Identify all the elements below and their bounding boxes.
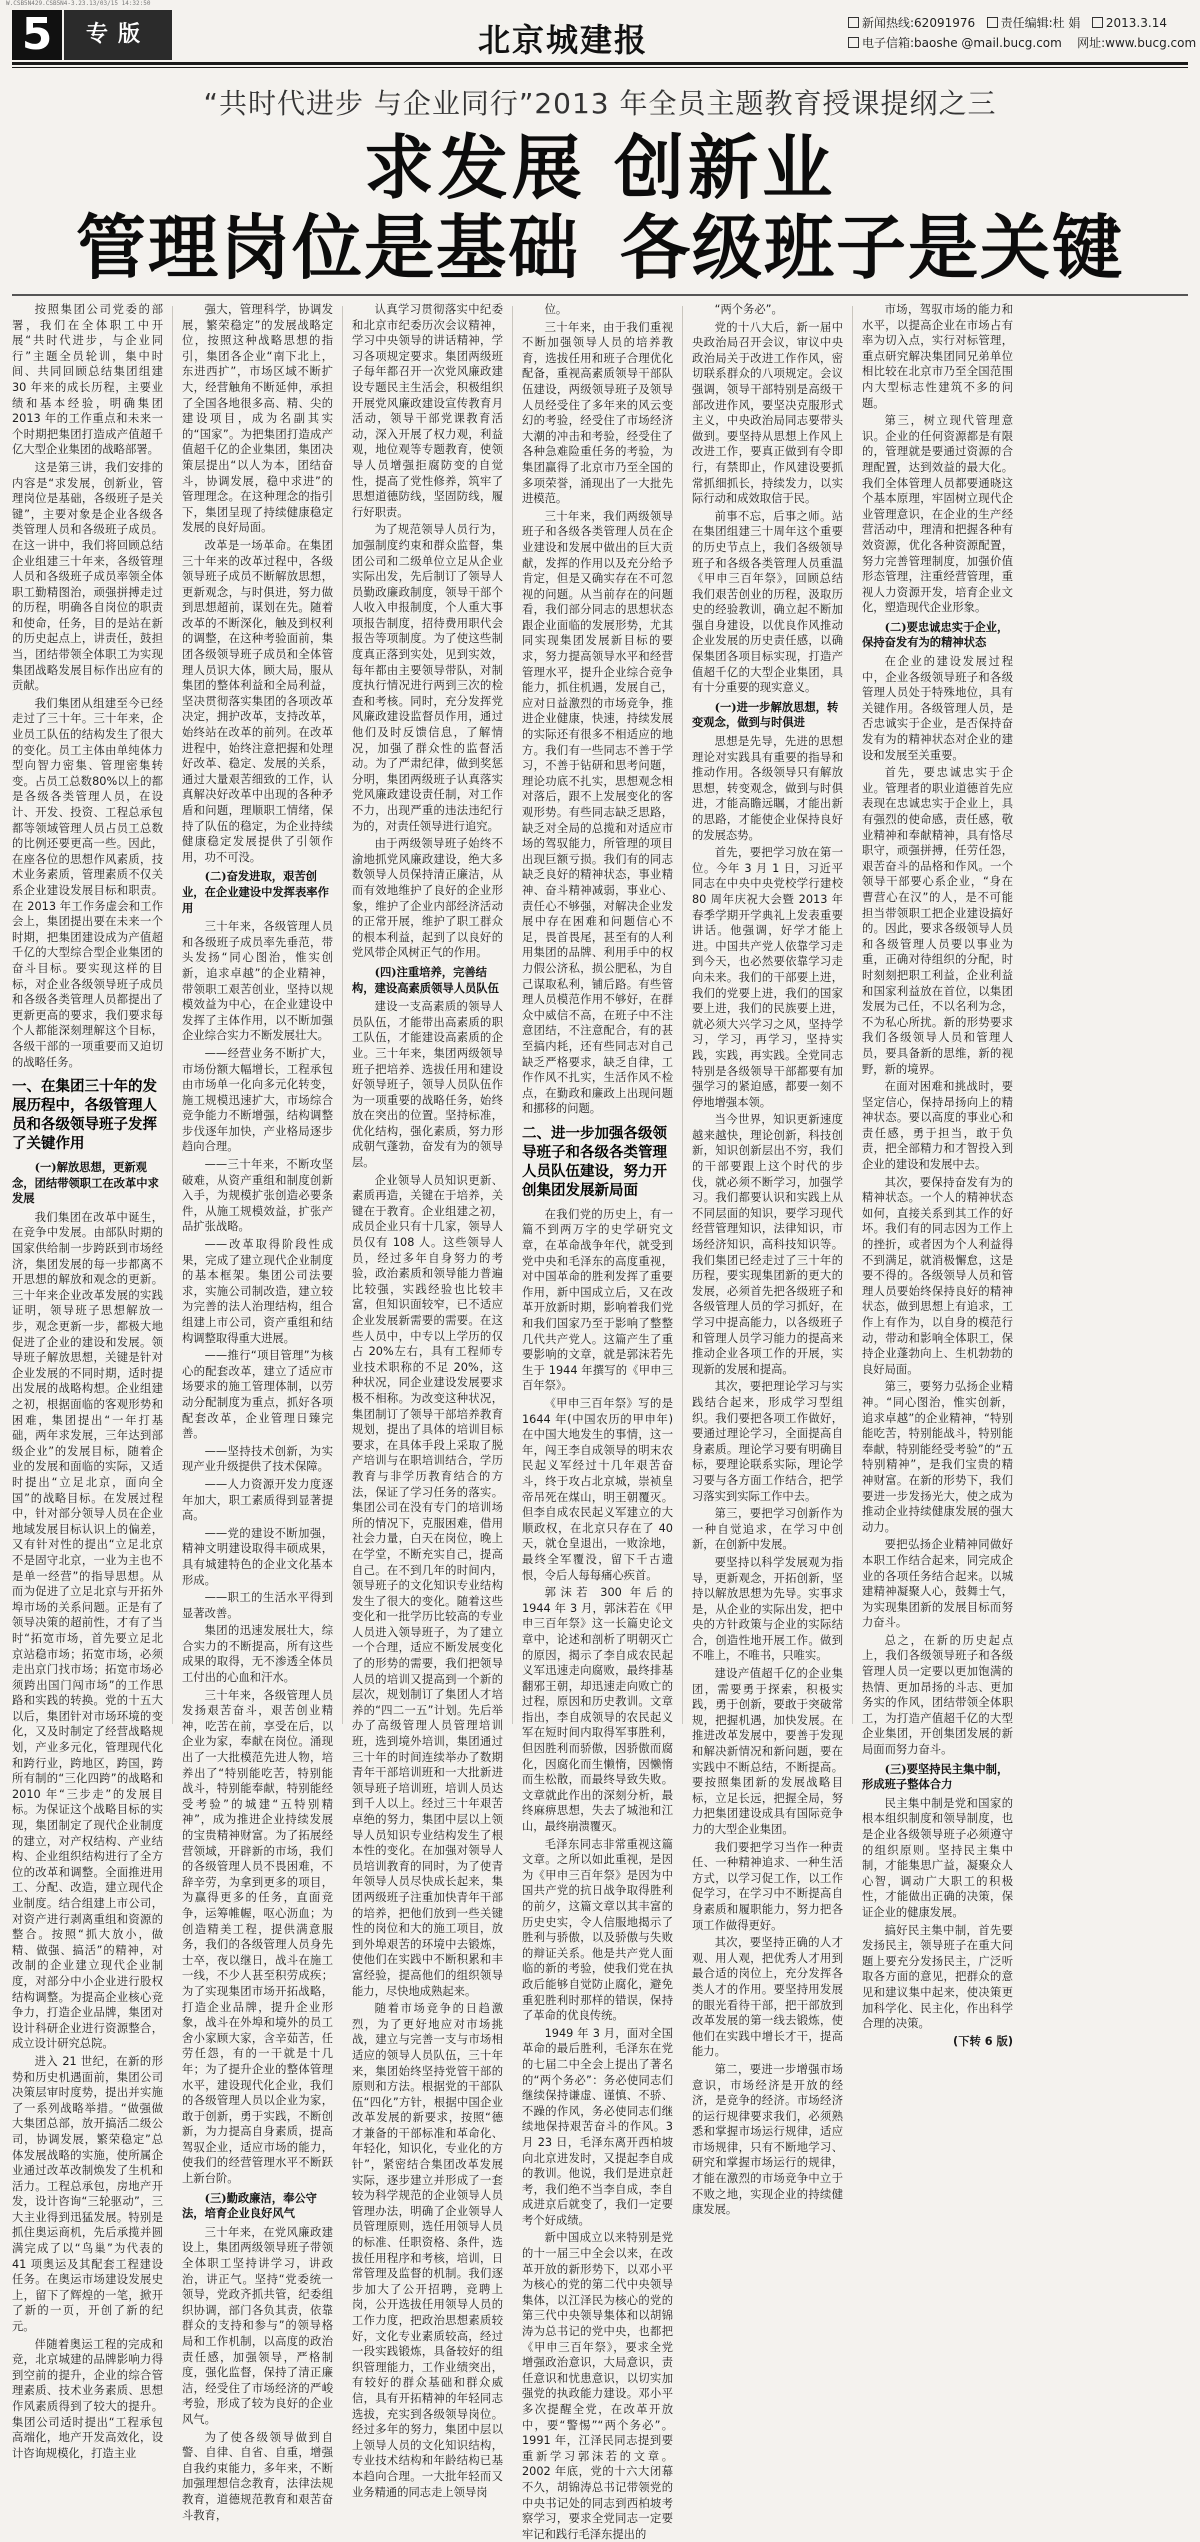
paragraph: 为了使各级领导做到自警、自律、自省、自重，增强自我约束能力，多年来，不断加强理想信念教育，法律法规教育，道德规范教育和艰苦奋斗教育，: [182, 2430, 333, 2522]
paragraph: ——经营业务不断扩大，市场份额大幅增长，工程承包由市场单一化向多元化转变，施工规模迅速扩大，市场综合竞争能力不断增强，结构调整步伐逐年加快，产业格局逐步趋向合理。: [182, 1046, 333, 1154]
paragraph: 集团的迅速发展壮大，综合实力的不断提高，所有这些成果的取得，无不渗透全体员工付出的心血和汗水。: [182, 1624, 333, 1685]
paragraph: 建设一支高素质的领导人员队伍，才能带出高素质的职工队伍，才能建设高素质的企业。三十年来，集团两级领导班子把培养、选拔任用和建设好领导班子，领导人员队伍作为一项重要的战略任务，始终放在突出的位置。坚持标准，优化结构，强化素质，努力形成朝气蓬勃，奋发有为的领导层。: [352, 1000, 503, 1170]
paragraph: 按照集团公司党委的部署，我们在全体职工中开展“共时代进步，与企业同行”主题全员轮训，集中时间、共同回顾总结集团组建 30 年来的成长历程，主要业绩和基本经验，明确集团 2013 年的工作重点和未来一个时期把集团打造成产值超千亿大型企业集团的战略部署。: [12, 303, 163, 457]
headline-kicker: “共时代进步 与企业同行”2013 年全员主题教育授课提纲之三: [203, 87, 997, 120]
paragraph: 在面对困难和挑战时，要坚定信心，保持昂扬向上的精神状态。要以高度的事业心和责任感，勇于担当，敢于负责，把全部精力和才智投入到企业的建设和发展中去。: [862, 1080, 1013, 1172]
paragraph: ——党的建设不断加强，精神文明建设取得丰硕成果，具有城建特色的企业文化基本形成。: [182, 1526, 333, 1587]
paragraph: 毛泽东同志非常重视这篇文章。之所以如此重视，是因为《甲申三百年祭》是因为中国共产党的抗日战争取得胜利的前夕，这篇文章以其丰富的历史史实，令人信服地揭示了胜利与骄傲，以及骄傲与失败的辩证关系。他是共产党人面临的新的考验，使我们党在执政后能够自觉防止腐化，避免重犯胜利时那样的错误，保持了革命的优良传统。: [522, 1837, 673, 2023]
paragraph: 第二，要进一步增强市场意识，市场经济是开放的经济，是竞争的经济。市场经济的运行规律要求我们，必须熟悉和掌握市场运行规律，适应市场规律，只有不断地学习、研究和掌握市场运行的规律，才能在激烈的市场竞争中立于不败之地，实现企业的持续健康发展。: [692, 2062, 843, 2217]
paragraph: ——坚持技术创新，为实现产业升级提供了技术保障。: [182, 1444, 333, 1474]
continued-note: (下转 6 版): [953, 2034, 1013, 2048]
paragraph: ——三十年来，不断攻坚破难，从资产重组和制度创新入手，为规模扩张创造必要条件，从施工规模效益，扩张产品扩张战略。: [182, 1158, 333, 1234]
section-name: 专版: [64, 10, 172, 60]
paragraph: “两个务必”。: [714, 303, 783, 316]
headline-main: 求发展 创新业: [363, 127, 837, 209]
headline-sub: [0, 207, 1200, 289]
paragraph: ——人力资源开发力度逐年加大，职工素质得到显著提高。: [182, 1477, 333, 1523]
page-number: 5: [12, 10, 62, 60]
paragraph: 这是第三讲，我们安排的内容是“求发展，创新业，管理岗位是基础，各级班子是关键”，主要对象是企业各级各类管理人员和各级班子成员。在这一讲中，我们将回顾总结企业组建三十年来，各级管理人员和各级班子成员率领全体职工勤精图治，顽强拼搏走过的历程，明确各自岗位的职责和使命，任务，目的是站在新的历史起点上，讲责任，鼓担当，团结带领全体职工为实现集团战略发展目标作出应有的贡献。: [12, 460, 163, 693]
masthead-rule: [12, 62, 1188, 65]
issue-date: 2013.3.14: [1105, 16, 1167, 30]
paragraph: 三十年来，我们两级领导班子和各级各类管理人员在企业建设和发展中做出的巨大贡献，发挥的作用以及充分给予肯定，但是又确实存在不可忽视的问题。从当前存在的问题看，我们部分同志的思想状态跟企业面临的发展形势，尤其同实现集团发展新目标的要求，努力提高领导水平和经营管理水平，提升企业综合竞争能力，抓住机遇，发展自己，应对日益激烈的市场竞争，推进企业健康，快速，持续发展的实际还有很多不相适应的地方。我们有一些同志不善于学习，不善于钻研和思考问题，理论功底不扎实，思想观念相对落后，跟不上发展变化的客观形势。有些同志缺乏思路，缺乏对全局的总揽和对适应市场的驾驭能力，所管理的项目出现巨额亏损。我们有的同志缺乏良好的精神状态，事业精神、奋斗精神减弱，事业心、责任心不够强，对解决企业发展中存在困难和问题信心不足，畏首畏尾，甚至有的人利用集团的品牌、利用手中的权力假公济私，损公肥私，为自己谋取私利，铺后路。有些管理人员模范作用不够好，在群众中威信不高，在班子中不注意团结，不注意配合，有的甚至搞内耗，还有些同志对自己缺乏严格要求，缺乏自律，工作作风不扎实，生活作风不检点，在勤政和廉政上出现问题和挪移的问题。: [522, 509, 673, 1116]
paragraph: 搞好民主集中制，首先要发扬民主，领导班子在重大问题上要充分发扬民主，广泛听取各方面的意见，把群众的意见和建议集中起来，使决策更加科学化、民主化，作出科学合理的决策。: [862, 1923, 1013, 2031]
article-body: [12, 302, 1192, 2541]
paragraph: 三十年来，各级管理人员发扬艰苦奋斗，艰苦创业精神，吃苦在前，享受在后，以企业为家，奉献在岗位。涌现出了一大批模范先进人物，培养出了“特别能吃苦，特别能战斗，特别能奉献，特别能经受考验”的城建“五特别精神”，成为推进企业持续发展的宝贵精神财富。为了拓展经营领域，开辟新的市场，我们的各级管理人员不畏困难，不辞辛劳，为拿到更多的项目，为赢得更多的任务，直面竞争，运筹帷幄，呕心沥血；为创造精美工程，提供满意服务，我们的各级管理人员身先士卒，夜以继日，战斗在施工一线，不少人甚至积劳成疾；为了实现集团市场开拓战略，打造企业品牌，提升企业形象，战斗在外埠和境外的员工舍小家顾大家，含辛茹苦，任劳任怨，有的一干就是十几年；为了提升企业的整体管理水平，建设现代化企业，我们的各级管理人员以企业为家，敢于创新，勇于实践，不断创新，为力提高自身素质，提高驾驭企业，适应市场的能力，使我们的经营管理水平不断跃上新台阶。: [182, 1688, 333, 2186]
subsection-heading: (三)要坚持民主集中制，形成班子整体合力: [862, 1761, 1009, 1792]
paragraph: 党的十八大后，新一届中央政治局召开会议，审议中央政治局关于改进工作作风，密切联系群众的八项规定。会议强调，领导干部特别是高级干部改进作风，要坚决克服形式主义，中央政治局同志要带头做到。要坚持从思想上作风上改进工作，要真正做到有令即行，有禁即止，作风建设要抓常抓细抓长，持续发力，以实际行动和成效取信于民。: [692, 320, 843, 506]
headline-sub-left: 管理岗位是基础: [76, 207, 580, 289]
column-divider: [172, 306, 173, 1724]
paragraph: 民主集中制是党和国家的根本组织制度和领导制度，也是企业各级领导班子必须遵守的组织原则。坚持民主集中制，才能集思广益，凝聚众人心智，调动广大职工的积极性，才能做出正确的决策，保证企业的健康发展。: [862, 1796, 1013, 1919]
paragraph: 强大，管理科学，协调发展，繁荣稳定”的发展战略定位，按照这种战略思想的指引，集团各企业“南下北上，东进西扩”，市场区域不断扩大，经营触角不断延伸，承担了全国各地很多高、精、尖的建设项目，成为名副其实的“国家”。为把集团打造成产值超千亿的企业集团，集团决策层提出“以人为本，团结奋斗，协调发展，稳中求进”的管理理念。在这种理念的指引下，集团呈现了持续健康稳定发展的良好局面。: [182, 303, 333, 535]
paragraph: ——职工的生活水平得到显著改善。: [182, 1591, 333, 1620]
paragraph: 位。: [544, 303, 568, 316]
paragraph: 市场，驾驭市场的能力和水平，以提高企业在市场占有率为切入点，实行对标管理，重点研究解决集团同兄弟单位相比较在北京市乃至全国范围内大型标志性建筑不多的问题。: [862, 303, 1013, 410]
paragraph: ——改革取得阶段性成果，完成了建立现代企业制度的基本框架。集团公司法要求，实施公司制改造，建立较为完善的法人治理结构，组合组建上市公司，资产重组和结构调整取得重大进展。: [182, 1238, 333, 1345]
column-divider: [512, 306, 513, 1724]
paragraph: 首先，要忠诚忠实于企业。管理者的职业道德首先应表现在忠诚忠实于企业上，具有强烈的使命感，责任感，敬业精神和奉献精神，具有恪尽职守，顽强拼搏，任劳任怨，艰苦奋斗的品格和作风。一个领导干部要心系企业，“身在曹营心在汉”的人，是不可能担当带领职工把企业建设搞好的。因此，要求各级领导人员和各级管理人员要以事业为重，正确对待组织的分配，时时刻刻把职工利益，企业利益和国家利益放在首位，以集团发展为己任，不以名利为念，不为私心所扰。新的形势要求我们各级领导人员和管理人员，要具备新的思维，新的视野，新的境界。: [862, 766, 1013, 1076]
paragraph: 在我们党的历史上，有一篇不到两万字的史学研究文章，在革命战争年代，就受到党中央和毛泽东的高度重视，对中国革命的胜利发挥了重要作用，新中国成立后，又在改革开放新时期，影响着我们党和我们国家乃至于影响了整整几代共产党人。这篇产生了重要影响的文章，就是郭沫若先生于 1944 年撰写的《甲申三百年祭》。: [522, 1207, 673, 1393]
checkbox-icon: [848, 17, 859, 28]
email: 电子信箱:baoshe @mail.bucg.com: [862, 36, 1062, 50]
paragraph: 三十年来，由于我们重视不断加强领导人员的培养教育，选拔任用和班子合理优化配备，重视高素质领导干部队伍建设，两级领导班子及领导人员经受住了多年来的风云变幻的考验，经受住了市场经济大潮的冲击和考验，经受住了各种急难险重任务的考验，为集团赢得了北京市乃至全国的多项荣誉，涌现出了一大批先进模范。: [522, 320, 673, 506]
article-column-6: [862, 302, 1013, 2048]
paragraph: 其次，要保持奋发有为的精神状态。一个人的精神状态如何，直接关系到其工作的好坏。我们有的同志因为工作上的挫折，或者因为个人利益得不到满足，就消极懈怠，这是要不得的。各级领导人员和管理人员要始终保持良好的精神状态，做到思想上有追求，工作上有作为，以自身的模范行动，带动和影响全体职工，保持企业蓬勃向上、生机勃勃的良好局面。: [862, 1175, 1013, 1376]
paragraph: 《甲申三百年祭》写的是 1644 年(中国农历的甲申年)在中国大地发生的事情，这一年，闯王李自成领导的明末农民起义军经过十几年艰苦奋斗，终于攻占北京城，崇祯皇帝吊死在煤山，明王朝覆灭。但李自成农民起义军建立的大顺政权，在北京只存在了 40 天，就仓皇退出，一败涂地，最终全军覆没，留下千古遗恨，令后人每每痛心疾首。: [522, 1397, 673, 1582]
paragraph: 首先，要把学习放在第一位。今年 3 月 1 日，习近平同志在中央中央党校学行建校 80 周年庆祝大会暨 2013 年春季学期开学典礼上发表重要讲话。他强调，好学才能上进。中国共产党人依靠学习走到今天，也必然要依靠学习走向未来。我们的干部要上进，我们的党要上进，我们的国家要上进，我们的民族要上进，就必须大兴学习之风，坚持学习，学习，再学习，坚持实践，实践，再实践。全党同志特别是各级领导干部都要有加强学习的紧迫感，都要一刻不停地增强本领。: [692, 846, 843, 1109]
masthead-info-row-2: [848, 34, 1196, 52]
headline-rule: [12, 294, 1188, 296]
paragraph: 其次，要把理论学习与实践结合起来，形成学习型组织。我们要把各项工作做好，要通过理论学习，全面提高自身素质。理论学习要有明确目标，要理论联系实际，理论学习要与各方面工作结合，把学习落实到实际工作中去。: [692, 1380, 843, 1503]
paragraph: 新中国成立以来特别是党的十一届三中全会以来，在改革开放的新形势下，以邓小平为核心的党的第二代中央领导集体，以江泽民为核心的党的第三代中央领导集体和以胡锦涛为总书记的党中央，也都把《甲申三百年祭》，要求全党增强政治意识，大局意识，责任意识和忧患意识，以切实加强党的执政能力建设。邓小平多次提醒全党，在改革开放中，要“警惕”“两个务必”。1991 年，江泽民同志提到要重新学习郭沫若的文章。2002 年底，党的十六大闭幕不久，胡锦涛总书记带领党的中央书记处的同志到西柏坡考察学习，要求全党同志一定要牢记和践行毛泽东提出的: [522, 2231, 673, 2541]
masthead-rule-thin: [12, 67, 1188, 68]
article-column-3: [352, 302, 503, 2499]
column-divider: [682, 306, 683, 1724]
article-column-4: [522, 302, 673, 2541]
paragraph: 我们要把学习当作一种责任、一种精神追求、一种生活方式，以学习促工作，以工作促学习，在学习中不断提高自身素质和履职能力，努力把各项工作做得更好。: [692, 1840, 843, 1932]
article-column-5: [692, 302, 843, 2217]
article-column-1: [12, 302, 163, 2460]
paragraph: 第三，树立现代管理意识。企业的任何资源都是有限的，管理就是要通过资源的合理配置，达到效益的最大化。我们全体管理人员都要通晓这个基本原理，牢固树立现代企业管理意识，在企业的生产经营活动中，理清和把握各种有效资源，优化各种资源配置，努力完善管理制度，加强价值形态管理，注重经营管理，重视人力资源开发，培育企业文化，塑造现代企业形象。: [862, 414, 1013, 615]
paragraph: 总之，在新的历史起点上，我们各级领导班子和各级管理人员一定要以更加饱满的热情、更加昂扬的斗志、更加务实的作风，团结带领全体职工，为打造产值超千亿的大型企业集团，开创集团发展的新局面而努力奋斗。: [862, 1633, 1013, 1757]
paragraph: 由于两级领导班子始终不渝地抓党风廉政建设，绝大多数领导人员保持清正廉洁，从而有效地维护了良好的企业形象，维护了企业内部经济活动的正常开展，维护了职工群众的根本利益，起到了以良好的党风带企风树正气的作用。: [352, 837, 503, 960]
paragraph: 第三，要把学习创新作为一种自觉追求，在学习中创新，在创新中发展。: [692, 1507, 843, 1552]
subsection-heading: (二)奋发进取，艰苦创业，在企业建设中发挥表率作用: [182, 869, 329, 915]
headline-sub-right: 各级班子是关键: [620, 207, 1124, 289]
paragraph: 思想是先导，先进的思想理论对实践具有重要的指导和推动作用。各级领导只有解放思想，转变观念，做到与时俱进，才能高瞻远瞩，才能出新的思路，才能使企业保持良好的发展态势。: [692, 735, 843, 842]
paragraph: 改革是一场革命。在集团三十年来的改革过程中，各级领导班子成员不断解放思想，更新观念，与时俱进，努力做到思想超前，谋划在先。随着改革的不断深化，触及到权利的调整，在这种考验面前，集团各级领导班子成员和全体管理人员识大体，顾大局，服从集团的整体利益和全局利益，坚决贯彻落实集团的各项改革决定，拥护改革，支持改革，始终站在改革的前列。在改革进程中，始终注意把握和处理好改革、稳定、发展的关系，通过大量艰苦细致的工作，认真解决好改革中出现的各种矛盾和问题，理顺职工情绪，保持了队伍的稳定，为企业持续健康稳定发展提供了引领作用，功不可没。: [182, 538, 333, 864]
section-heading: 一、在集团三十年的发展历程中，各级管理人员和各级领导班子发挥了关键作用: [12, 1079, 157, 1153]
paragraph: 伴随着奥运工程的完成和竞，北京城建的品牌影响力得到空前的提升，企业的综合管理素质、技术业务素质、思想作风素质得到了较大的提升。集团公司适时提出“工程承包高端化，地产开发高效化，设计咨询规模化，打造主业: [12, 2337, 163, 2460]
paragraph: 为了规范领导人员行为，加强制度约束和群众监督，集团公司和二级单位立足从企业实际出发，先后制订了领导人员勤政廉政制度，领导干部个人收入申报制度，个人重大事项报告制度，招待费用职代会报告等项制度。为了使这些制度真正落到实处，见到实效，每年都由主要领导带队，对制度执行情况进行两到三次的检查和考核。同时，充分发挥党风廉政建设监督员作用，通过他们及时反馈信息，了解情况，加强了群众性的监督活动。为了严肃纪律，做到奖惩分明，集团两级班子认真落实党风廉政建设责任制，对工作不力，出现严重的违法违纪行为的，对责任领导进行追究。: [352, 523, 503, 833]
newspaper-title: 北京城建报: [478, 21, 649, 59]
paragraph: 三十年来，各级管理人员和各级班子成员率先垂范，带头发扬“同心图治，惟实创新，追求卓越”的企业精神，带领职工艰苦创业，坚持以规模效益为中心，在企业建设中发挥了主体作用，以不断加强企业综合实力不断发展壮大。: [182, 920, 333, 1043]
section-heading: 二、进一步加强各级领导班子和各级各类管理人员队伍建设，努力开创集团发展新局面: [522, 1125, 667, 1199]
subsection-heading: (二)要忠诚忠实于企业，保持奋发有为的精神状态: [862, 619, 1009, 650]
checkbox-icon: [987, 17, 998, 28]
subsection-heading: (三)勤政廉洁，奉公守法，培育企业良好风气: [182, 2190, 317, 2221]
paragraph: 1949 年 3 月，面对全国革命的最后胜利，毛泽东在党的七届二中全会上提出了著名的“两个务必”：务必使同志们继续保持谦虚、谨慎、不骄、不躁的作风，务必使同志们继续地保持艰苦奋斗的作风。3 月 23 日，毛泽东离开西柏坡向北京进发时，又提起李自成的教训。他说，我们是进京赶考，我们绝不当李自成，李自成进京后就变了，我们一定要考个好成绩。: [522, 2026, 673, 2227]
paragraph: 在企业的建设发展过程中，企业各级领导班子和各级管理人员处于特殊地位，具有关键作用。各级管理人员，是否忠诚实于企业，是否保持奋发有为的精神状态对企业的建设和发展至关重要。: [862, 655, 1013, 762]
website: 网址:www.bucg.com: [1077, 36, 1197, 50]
subsection-heading: (四)注重培养，完善结构，建设高素质领导人员队伍: [352, 964, 499, 995]
paragraph: 当今世界，知识更新速度越来越快，理论创新，科技创新，知识创新层出不穷，我们的干部要跟上这个时代的步伐，就必须不断学习，加强学习。我们都要认识和实践上从不同层面的知识，要学习现代经营管理知识，法律知识，市场经济知识，高科技知识等。我们集团已经走过了三十年的历程，要实现集团新的更大的发展，必须首先把各级班子和各级管理人员的学习抓好，在学习中提高能力，以各级班子和管理人员学习能力的提高来推动企业各项工作的开展，实现新的发展和提高。: [692, 1113, 843, 1376]
paragraph: 我们集团从组建至今已经走过了三十年。三十年来，企业员工队伍的结构发生了很大的变化。员工主体由单纯体力型向智力密集、管理密集转变。占员工总数80%以上的都是各级各类管理人员，在设计、开发、投资、工程总承包都等领域管理人员占员工总数的比例还要更高一些。因此，在座各位的思想作风素质，技术业务素质，管理素质不仅关系企业建设发展目标和职责。在 2013 年工作务虚会和工作会上，集团提出要在未来一个时期，把集团建设成为产值超千亿的大型综合型企业集团的奋斗目标。要实现这样的目标，对企业各级领导班子成员和各级各类管理人员都提出了更新更高的要求，我们要求每个人都能深刻理解这个目标，各级干部的一项重要而又迫切的战略任务。: [12, 696, 163, 1069]
paragraph: 企业领导人员知识更新、素质再造，关键在于培养，关键在于教育。企业组建之初，成员企业只有十几家，领导人员仅有 108 人。这些领导人员，经过多年自身努力的考验，政治素质和领导能力普遍比较强，实践经验也比较丰富，但知识面较窄，已不适应企业发展新需要的需要。在这些人员中，中专以上学历的仅占 20%左右，具有工程师专业技术职称的不足 20%，这种状况，同企业建设发展要求极不相称。为改变这种状况，集团制订了领导干部培养教育规划，提出了具体的培训目标要求，在具体手段上采取了脱产培训与在职培训结合，学历教育与非学历教育结合的方法，保证了学习任务的落实。集团公司在没有专门的培训场所的情况下，克服困难，借用社会力量，白天在岗位，晚上在学堂，不断充实自己，提高自己。在不到几年的时间内，领导班子的文化知识专业结构发生了很大的变化。随着这些变化和一批学历比较高的专业人员进入领导班子，为了建立一个合理，适应不断发展变化了的形势的需要，我们把领导人员的培训又提高到一个新的层次，规划制订了集团人才培养的“四二一五”计划。先后举办了高级管理人员管理培训班，选到境外培训，集团通过三十年的时间连续举办了数期青年干部培训班和一大批新进领导班子培训班，培训人员达到千人以上。经过三十年艰苦卓绝的努力，集团中层以上领导人员知识专业结构发生了根本性的变化。在加强对领导人员培训教育的同时，为了使青年领导人员尽快成长起来，集团两级班子注重加快青年干部的培养，把他们放到一些关键性的岗位和大的施工项目，放到外埠艰苦的环境中去锻炼，使他们在实践中不断积累和丰富经验，提高他们的组织领导能力，尽快地成熟起来。: [352, 1173, 503, 1998]
column-divider: [852, 306, 853, 1724]
paragraph: 要把弘扬企业精神同做好本职工作结合起来，同完成企业的各项任务结合起来。以城建精神凝聚人心，鼓舞士气，为实现集团新的发展目标而努力奋斗。: [862, 1538, 1013, 1630]
subsection-heading: (一)解放思想，更新观念，团结带领职工在改革中求发展: [12, 1160, 159, 1206]
paragraph: 进入 21 世纪，在新的形势和历史机遇面前，集团公司决策层审时度势，提出并实施了一系列战略举措。“做强做大集团总部，放开搞活二级公司，协调发展，繁荣稳定”总体发展战略的实施，使所属企业通过改革改制焕发了生机和活力。工程总承包，房地产开发，设计咨询“三轮驱动”，三大主业得到迅猛发展。特别是抓住奥运商机，先后承揽并圆满完成了以“鸟巢”为代表的 41 项奥运及其配套工程建设任务。在奥运市场建设发展史上，留下了辉煌的一笔，掀开了新的一页，开创了新的纪元。: [12, 2054, 163, 2334]
hotline: 新闻热线:62091976: [862, 16, 976, 30]
paragraph: 前事不忘，后事之师。站在集团组建三十周年这个重要的历史节点上，我们各级领导班子和各级各类管理人员重温《甲申三百年祭》，回顾总结我们艰苦创业的历程，汲取历史的经验教训，确立起不断加强自身建设，以优良作风推动企业发展的历史责任感，以确保集团各项目标实现，打造产值超千亿的大型企业集团，具有十分重要的现实意义。: [692, 509, 843, 695]
paragraph: 我们集团在改革中诞生，在竞争中发展。由部队时期的国家供给制一步跨跃到市场经济，集团发展的每一步都离不开思想的解放和观念的更新。三十年来企业改革发展的实践证明，领导班子思想解放一步，观念更新一步，都极大地促进了企业的建设和发展。领导班子解放思想，关键是针对企业发展的不同时期，适时提出发展的战略构想。企业组建之初，根据面临的客观形势和困难，集团提出“一年打基础，两年求发展，三年达到部级企业”的发展目标，随着企业的发展和面临的实际，又适时提出“立足北京，面向全国”的战略目标。在发展过程中，针对部分领导人员在企业地域发展目标认识上的偏差，又有针对性的提出“立足北京不是固守北京，一业为主也不是单一经营”的指导思想。从而为促进了立足北京与开拓外埠市场的关系问题。正是有了领导决策的超前性，才有了当时“拓宽市场，首先要立足北京站稳市场；拓宽市场，必须走出京门找市场；拓宽市场必须跨出国门闯市场”的工作思路和实践的转换。党的十五大以后，集团针对市场环境的变化，又及时制定了经营战略规划，产业多元化，管理现代化和跨行业，跨地区，跨国，跨所有制的“三化四跨”的战略和 2010 年“三步走”的发展目标。为保证这个战略目标的实现，集团制定了现代企业制度的建立，对产权结构、产业结构、企业组织结构进行了全方位的改革和调整。全面推进用工、分配、改造，建立现代企业制度。结合组建上市公司，对资产进行剥离重组和资源的整合。按照“抓大放小，做精、做强、搞活”的精神，对改制的企业建立现代企业制度，对部分中小企业进行股权结构调整。为提高企业核心竞争力，打造企业品牌，集团对设计科研企业进行资源整合，成立设计研究总院。: [12, 1210, 163, 2051]
subsection-heading: (一)进一步解放思想，转变观念，做到与时俱进: [692, 699, 839, 730]
print-metadata-strip: W.CSB5N429.CSB5N4-3.23.13/03/15 14:32:50: [6, 0, 151, 7]
paragraph: 要坚持以科学发展观为指导，更新观念，开拓创新，坚持以解放思想为先导。实事求是，从企业的实际出发，把中央的方针政策与企业的实际结合，创造性地开展工作。做到不唯上，不唯书，只唯实。: [692, 1555, 843, 1663]
checkbox-icon: [848, 37, 859, 48]
paragraph: 建设产值超千亿的企业集团，需要勇于探索，积极实践，勇于创新，要敢于突破常规，把握机遇，加快发展。在推进改革发展中，要善于发现和解决新情况和新问题，要在实践中不断总结，不断提高。要按照集团新的发展战略目标，立足长远，把握全局，努力把集团建设成具有国际竞争力的大型企业集团。: [692, 1667, 843, 1836]
checkbox-icon: [1092, 17, 1103, 28]
paragraph: 三十年来，在党风廉政建设上，集团两级领导班子带领全体职工坚持讲学习，讲政治，讲正气。坚持“党委统一领导，党政齐抓共管，纪委组织协调，部门各负其责，依靠群众的支持和参与”的领导格局和工作机制，以高度的政治责任感，加强领导，严格制度，强化监督，保持了清正廉洁，经受住了市场经济的严峻考验，形成了较为良好的企业风气。: [182, 2225, 333, 2426]
paragraph: 郭沫若 300 年后的 1944 年 3 月，郭沫若在《甲申三百年祭》这一长篇史论文章中，论述和剖析了明朝灭亡的原因，揭示了李自成农民起义军迅速走向腐败，最终排基翻邪王朝，却迅速走向败亡的过程，原因和历史教训。文章指出，李自成领导的农民起义军在短时间内取得军事胜利，但因胜利而骄傲，因骄傲而腐化，因腐化而生懒惰，因懒惰而生松散，而最终导致失败。文章就此作出的深刻分析，最终麻痹思想，失去了城池和江山，最终崩溃覆灭。: [522, 1586, 673, 1834]
editor: 责任编辑:杜 娟: [1000, 16, 1081, 30]
masthead-info-row-1: [848, 14, 1167, 32]
paragraph: ——推行“项目管理”为核心的配套改革，建立了适应市场要求的施工管理体制，以劳动分配制度为重点，抓好各项配套改革，企业管理日臻完善。: [182, 1349, 333, 1441]
paragraph: 第三，要努力弘扬企业精神。“同心图治，惟实创新，追求卓越”的企业精神，“特别能吃苦，特别能战斗，特别能奉献，特别能经受考验”的“五特别精神”，是我们宝贵的精神财富。在新的形势下，我们要进一步发扬光大，使之成为推动企业持续健康发展的强大动力。: [862, 1380, 1013, 1534]
paragraph: 随着市场竞争的日趋激烈，为了更好地应对市场挑战，建立与完善一支与市场相适应的领导人员队伍，三十年来，集团始终坚持党管干部的原则和方法。根据党的干部队伍“四化”方针，根据中国企业改革发展的新要求，按照“德才兼备的干部标准和革命化、年轻化，知识化，专业化的方针”，紧密结合集团改革发展实际，逐步建立并形成了一套较为科学规范的企业领导人员管理办法，明确了企业领导人员管理原则，选任用领导人员的标准、任职资格、条件，选拔任用程序和考核，培训，日常管理及监督的机制。我们逐步加大了公开招聘，竞聘上岗，公开选拔任用领导人员的工作力度，把政治思想素质较好，文化专业素质较高，经过一段实践锻炼，具备较好的组织管理能力，工作业绩突出，有较好的群众基础和群众威信，具有开拓精神的年轻同志选拔，充实到各级领导岗位。经过多年的努力，集团中层以上领导人员的文化知识结构，专业技术结构和年龄结构已基本趋向合理。一大批年轻而又业务精通的同志走上领导岗: [352, 2002, 503, 2499]
paragraph: 其次，要坚持正确的人才观、用人观，把优秀人才用到最合适的岗位上，充分发挥各类人才的作用。要坚持用发展的眼光看待干部，把干部放到改革发展的第一线去锻炼，使他们在实践中增长才干，提高能力。: [692, 1936, 843, 2059]
paragraph: 认真学习贯彻落实中纪委和北京市纪委历次会议精神，学习中央领导的讲话精神，学习各项规定要求。集团两级班子每年都召开一次党风廉政建设专题民主生活会，积极组织开展党风廉政建设宣传教育月活动，领导干部党课教育活动，深入开展了权力观，利益观，地位观等专题教育，使领导人员增强拒腐防变的自觉性，提高了党性修养，筑牢了思想道德防线，坚固防线，履行好职责。: [352, 303, 503, 519]
article-column-2: [182, 302, 333, 2522]
column-divider: [342, 306, 343, 1724]
